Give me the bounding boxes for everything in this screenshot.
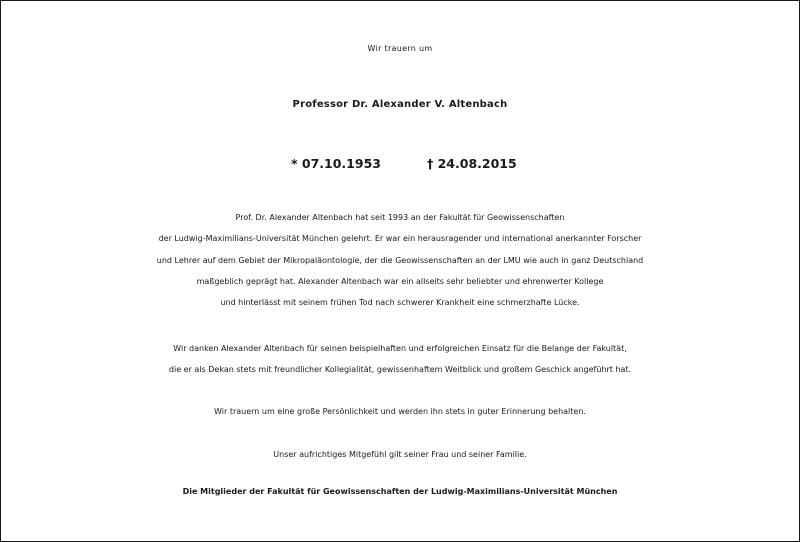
text-line: der Ludwig-Maximilians-Universität München gelehrt. Er war ein herausragender und international anerkannter Forscher: [158, 234, 642, 244]
text-line: Unser aufrichtiges Mitgefühl gilt seiner Frau und seiner Familie.: [273, 450, 527, 459]
text-line: und hinterlässt mit seinem frühen Tod nach schwerer Krankheit eine schmerzhafte Lücke.: [220, 298, 580, 308]
text-line: Prof. Dr. Alexander Altenbach hat seit 1993 an der Fakultät für Geowissenschaften: [235, 213, 565, 222]
deceased-name: Professor Dr. Alexander V. Altenbach: [292, 99, 508, 110]
paragraph-thanks: [0, 338, 800, 381]
death-date: † 24.08.2015: [427, 156, 517, 171]
signature: Die Mitglieder der Fakultät für Geowissenschaften der Ludwig-Maximilians-Universität München: [182, 487, 618, 496]
birth-date: * 07.10.1953: [291, 156, 381, 171]
text-line: maßgeblich geprägt hat. Alexander Altenbach war ein allseits sehr beliebter und ehrenwerter Kollege: [196, 276, 604, 286]
paragraph-career: [0, 207, 800, 313]
paragraph-condolence: [0, 444, 800, 465]
text-line: Wir trauern um eine große Persönlichkeit und werden ihn stets in guter Erinnerung behalten.: [214, 407, 586, 416]
intro-text: Wir trauern um: [367, 44, 433, 53]
paragraph-mourning: [0, 401, 800, 422]
text-line: und Lehrer auf dem Gebiet der Mikropaläontologie, der die Geowissenschaften an der LMU wie auch in ganz Deutschland: [156, 255, 644, 265]
text-line: Wir danken Alexander Altenbach für seinen beispielhaften und erfolgreichen Einsatz für die Belange der Fakultät,: [173, 344, 627, 353]
text-line: die er als Dekan stets mit freundlicher Kollegialität, gewissenhaftem Weitblick und großem Geschick angeführt hat.: [168, 365, 632, 375]
